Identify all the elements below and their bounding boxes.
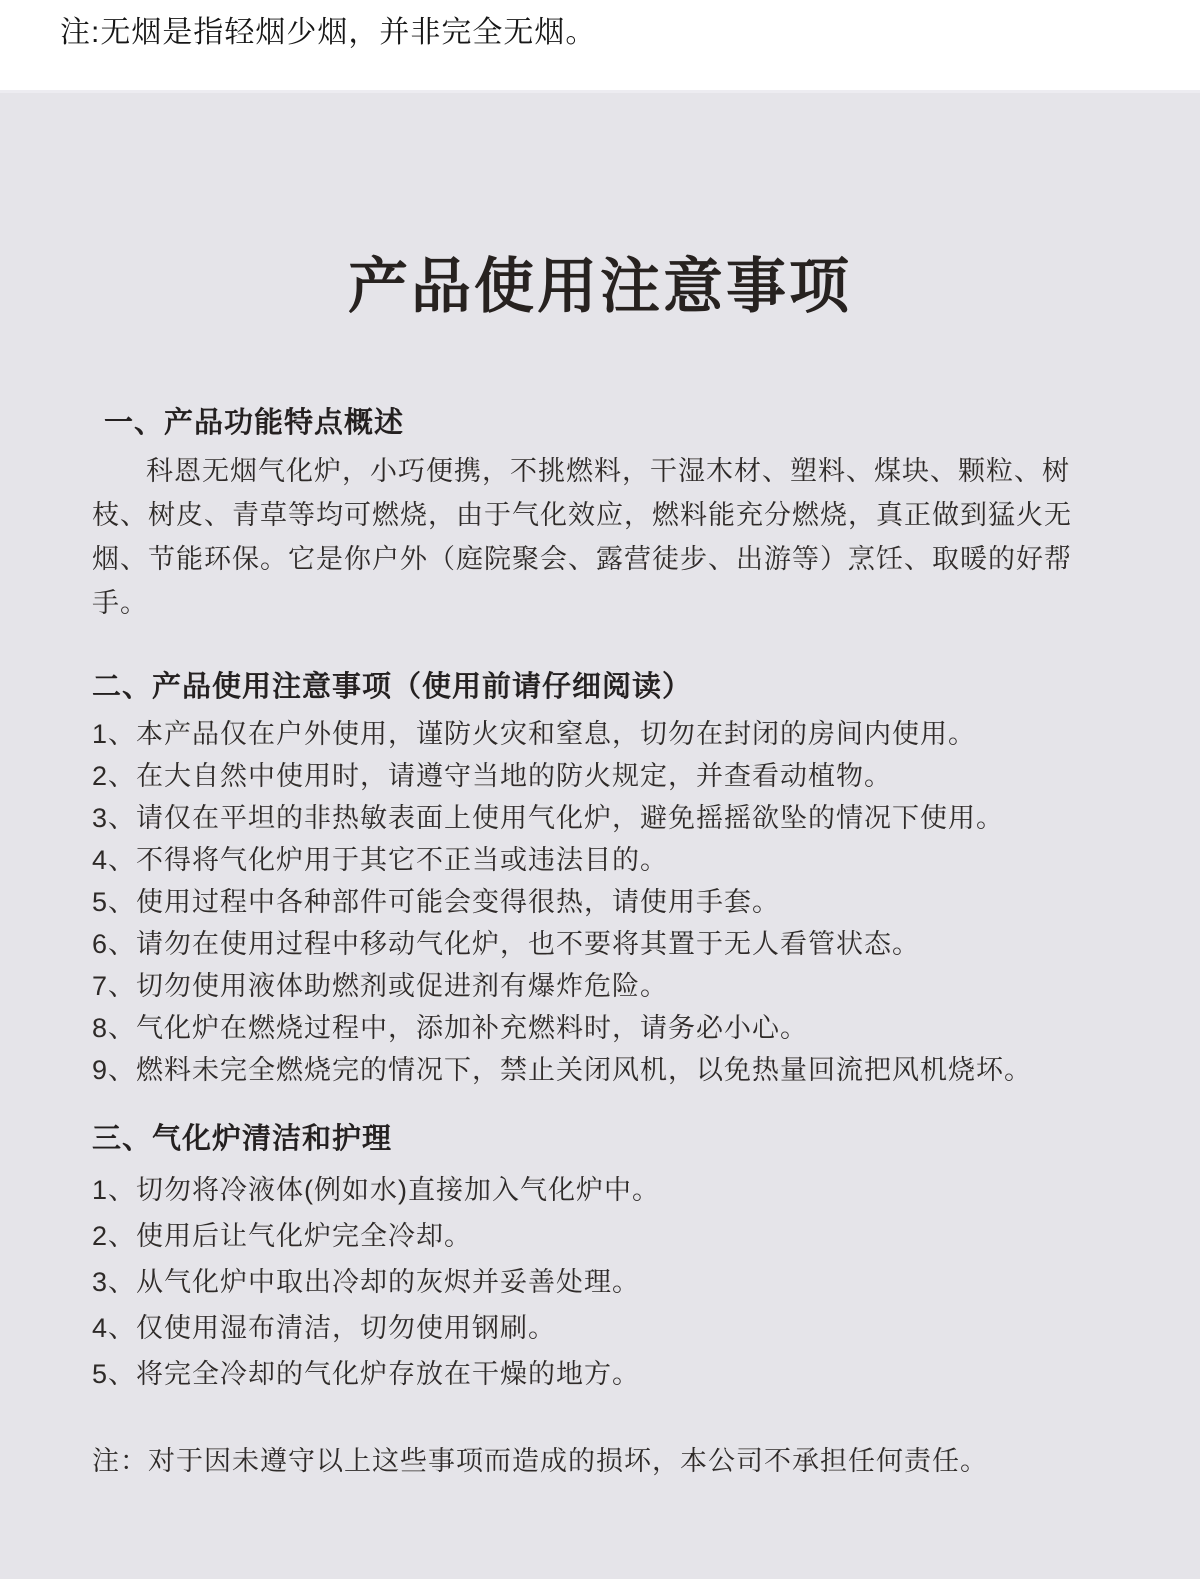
precaution-item-1: 1、本产品仅在户外使用，谨防火灾和窒息，切勿在封闭的房间内使用。 [92,719,977,749]
precaution-item-5: 5、使用过程中各种部件可能会变得很热，请使用手套。 [92,887,781,917]
precaution-item-2: 2、在大自然中使用时，请遵守当地的防火规定，并查看动植物。 [92,761,893,791]
precaution-item-6: 6、请勿在使用过程中移动气化炉，也不要将其置于无人看管状态。 [92,929,921,959]
section-heading-cleaning-care: 三、气化炉清洁和护理 [92,1123,393,1155]
precaution-item-4: 4、不得将气化炉用于其它不正当或违法目的。 [92,845,669,875]
page-title: 产品使用注意事项 [348,253,852,320]
section-heading-product-features: 一、产品功能特点概述 [104,407,405,439]
product-features-paragraph: 科恩无烟气化炉，小巧便携，不挑燃料，干湿木材、塑料、煤块、颗粒、树枝、树皮、青草等均可燃烧，由于气化效应，燃料能充分燃烧，真正做到猛火无烟、节能环保。它是你户外（庭院聚会、露营徒步、出游等）烹饪、取暖的好帮手。 [92,456,1072,618]
content-area [0,405,1200,1481]
cleaning-item-1: 1、切勿将冷液体(例如水)直接加入气化炉中。 [92,1175,660,1205]
precaution-item-3: 3、请仅在平坦的非热敏表面上使用气化炉，避免摇摇欲坠的情况下使用。 [92,803,1005,833]
section-product-features [92,405,1115,625]
top-note: 注:无烟是指轻烟少烟，并非完全无烟。 [60,16,597,49]
precaution-item-7: 7、切勿使用液体助燃剂或促进剂有爆炸危险。 [92,971,669,1001]
section-cleaning-care [92,1121,1115,1397]
footer-disclaimer-note: 注：对于因未遵守以上这些事项而造成的损坏，本公司不承担任何责任。 [92,1446,988,1476]
precaution-item-9: 9、燃料未完全燃烧完的情况下，禁止关闭风机，以免热量回流把风机烧坏。 [92,1055,1033,1085]
instructions-panel [0,90,1200,1579]
section-usage-precautions [92,669,1115,1091]
section-heading-usage-precautions: 二、产品使用注意事项（使用前请仔细阅读） [92,671,693,703]
cleaning-item-4: 4、仅使用湿布清洁，切勿使用钢刷。 [92,1313,557,1343]
precaution-item-8: 8、气化炉在燃烧过程中，添加补充燃料时，请务必小心。 [92,1013,809,1043]
cleaning-item-5: 5、将完全冷却的气化炉存放在干燥的地方。 [92,1359,641,1389]
cleaning-item-2: 2、使用后让气化炉完全冷却。 [92,1221,473,1251]
cleaning-item-3: 3、从气化炉中取出冷却的灰烬并妥善处理。 [92,1267,641,1297]
